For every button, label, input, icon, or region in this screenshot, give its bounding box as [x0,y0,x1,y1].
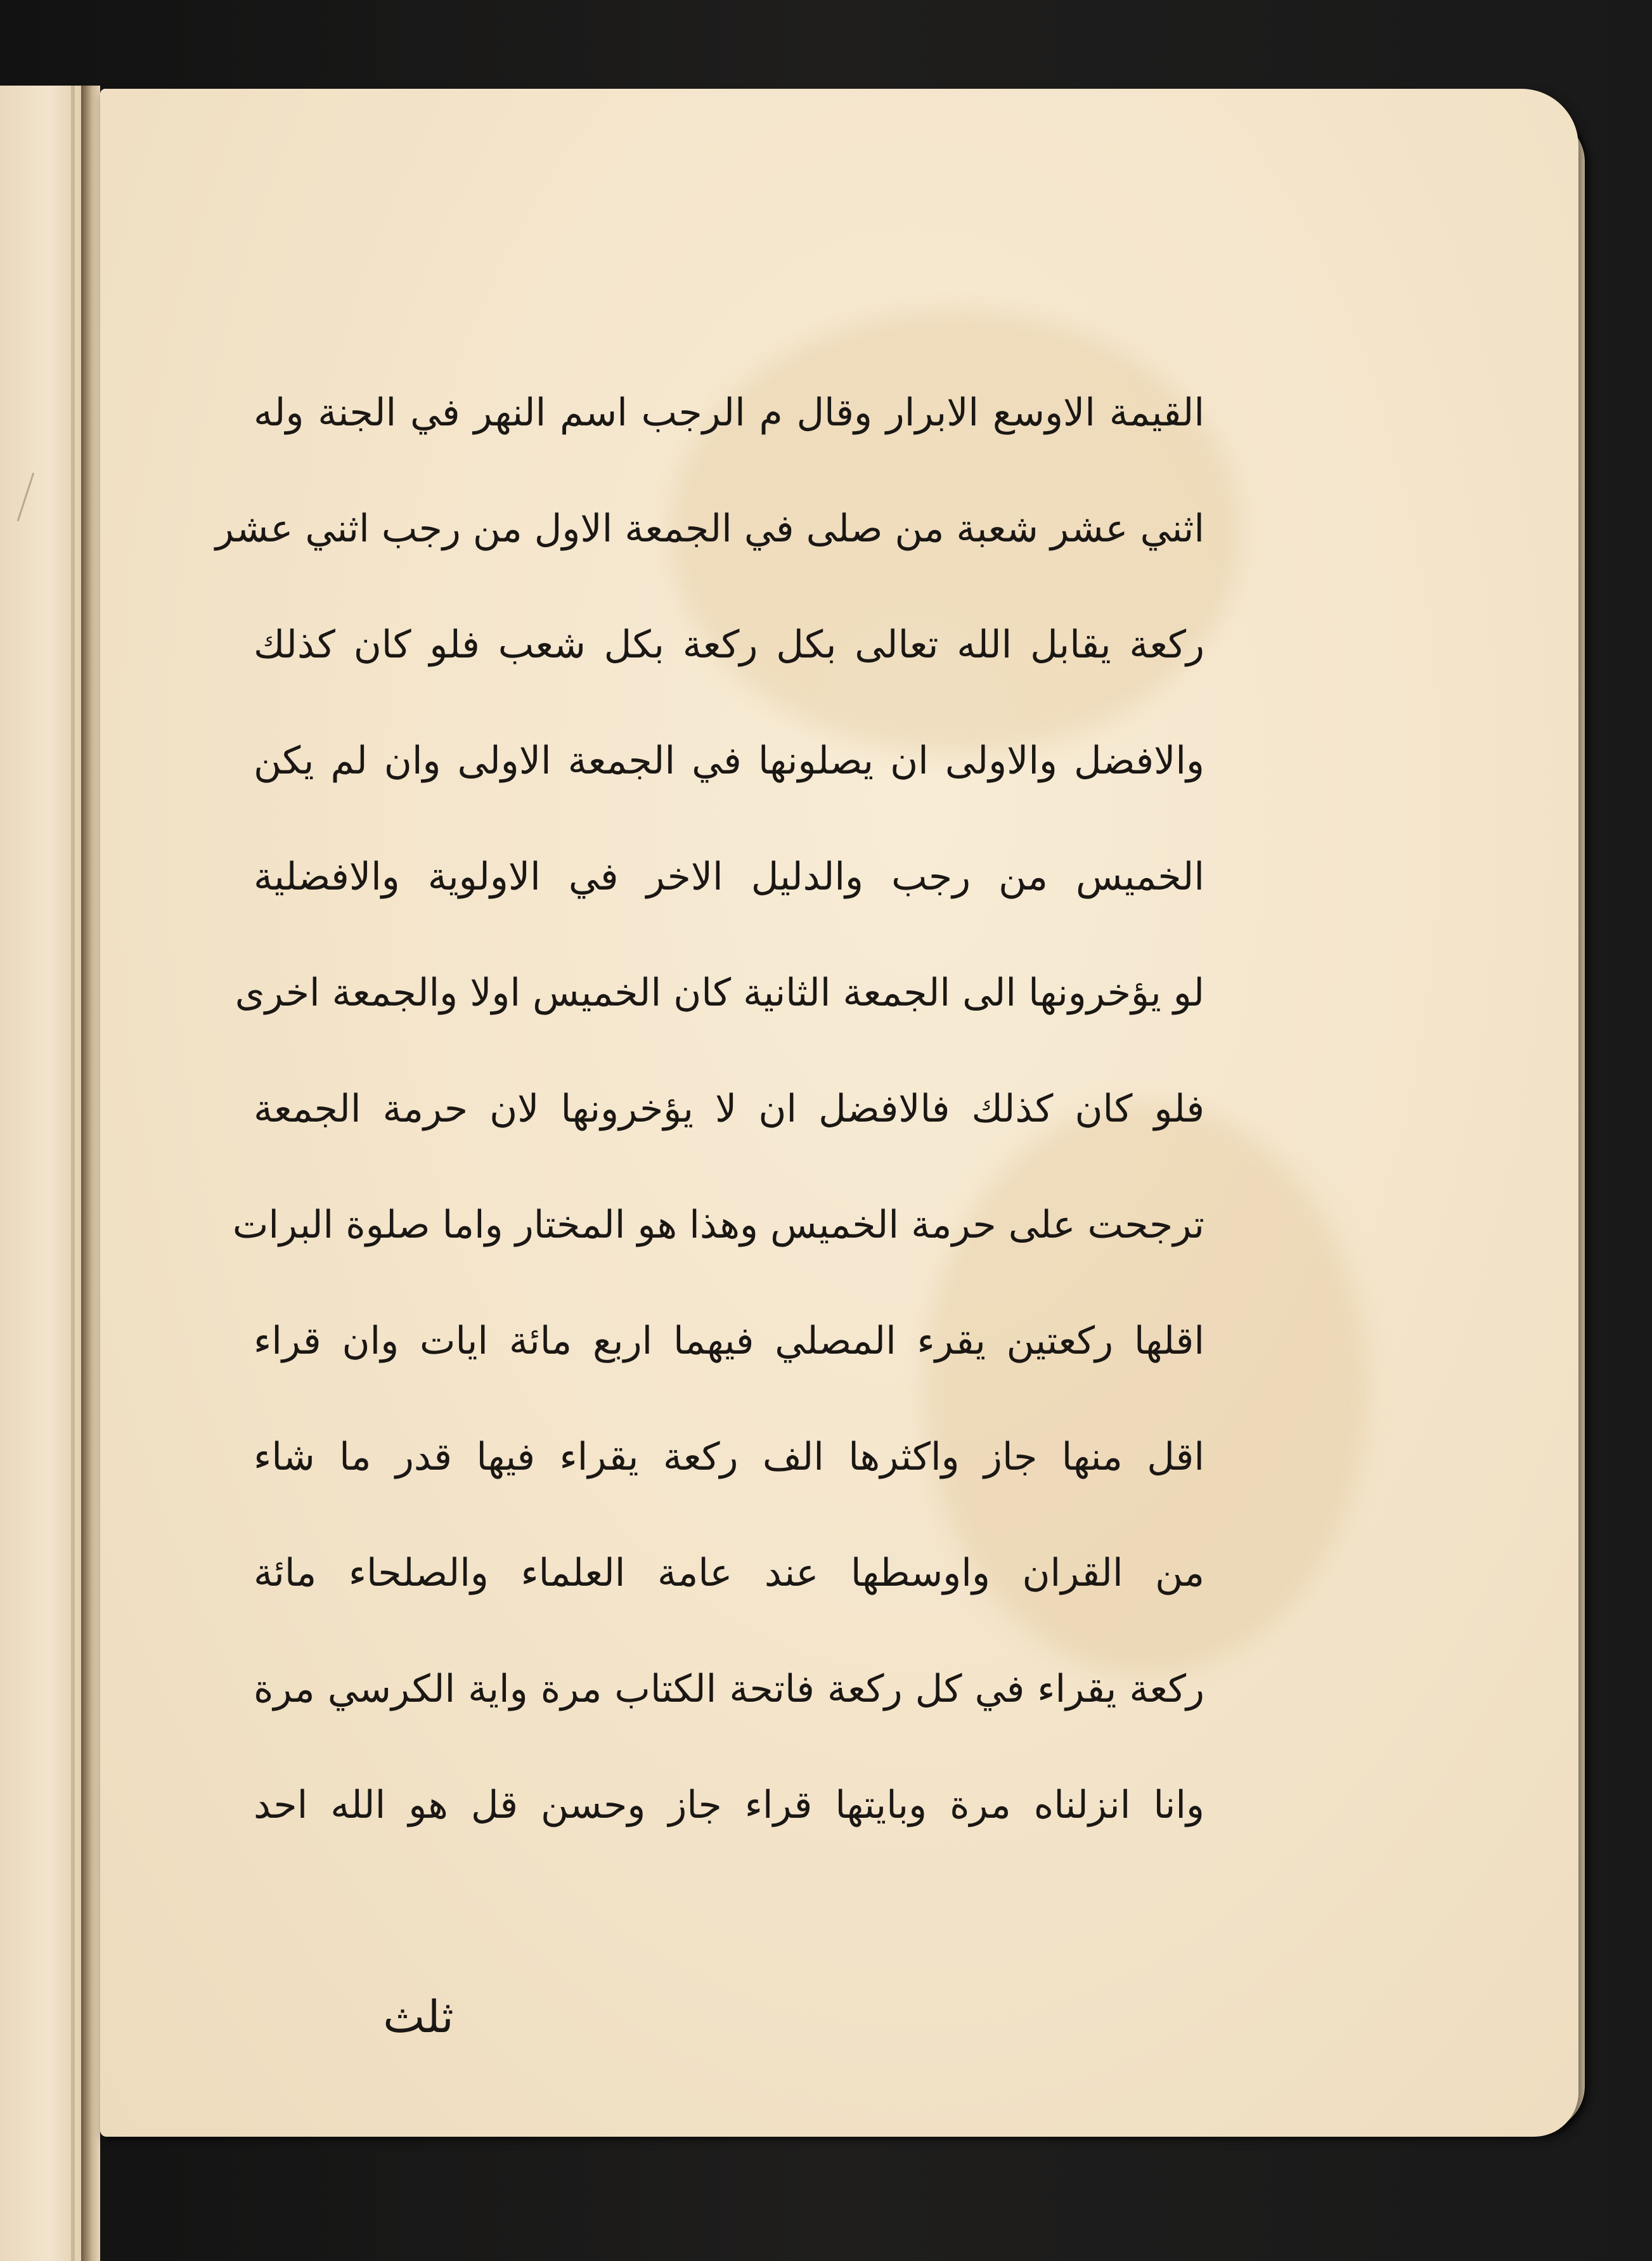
text-line: لو يؤخرونها الى الجمعة الثانية كان الخميس اولا والجمعة اخرى [235,971,1204,1015]
text-line: من القران واوسطها عند عامة العلماء والصلحاء مائة [254,1551,1204,1595]
manuscript-text [215,355,1204,1863]
text-line: والافضل والاولى ان يصلونها في الجمعة الاولى وان لم يكن [254,739,1204,783]
text-line: ركعة يقراء في كل ركعة فاتحة الكتاب مرة واية الكرسي مرة [254,1667,1204,1711]
left-page-edge [0,86,83,2261]
text-line: ركعة يقابل الله تعالى بكل ركعة بكل شعب فلو كان كذلك [254,623,1204,667]
text-line: الخميس من رجب والدليل الاخر في الاولوية والافضلية [254,855,1204,899]
text-line: فلو كان كذلك فالافضل ان لا يؤخرونها لان حرمة الجمعة [254,1087,1204,1131]
text-line: اقل منها جاز واكثرها الف ركعة يقراء فيها قدر ما شاء [254,1435,1204,1479]
book-gutter [81,86,100,2261]
folio-number: ثلث [383,1991,454,2043]
text-line: ترجحت على حرمة الخميس وهذا هو المختار واما صلوة البرات [232,1203,1204,1247]
text-line: وانا انزلناه مرة وبايتها قراء جاز وحسن قل هو الله احد [254,1783,1204,1827]
text-line: اثني عشر شعبة من صلى في الجمعة الاول من رجب اثني عشر [215,507,1204,551]
text-line: القيمة الاوسع الابرار وقال م الرجب اسم النهر في الجنة وله [254,391,1204,435]
text-line: اقلها ركعتين يقرء المصلي فيهما اربع مائة ايات وان قراء [254,1319,1204,1363]
